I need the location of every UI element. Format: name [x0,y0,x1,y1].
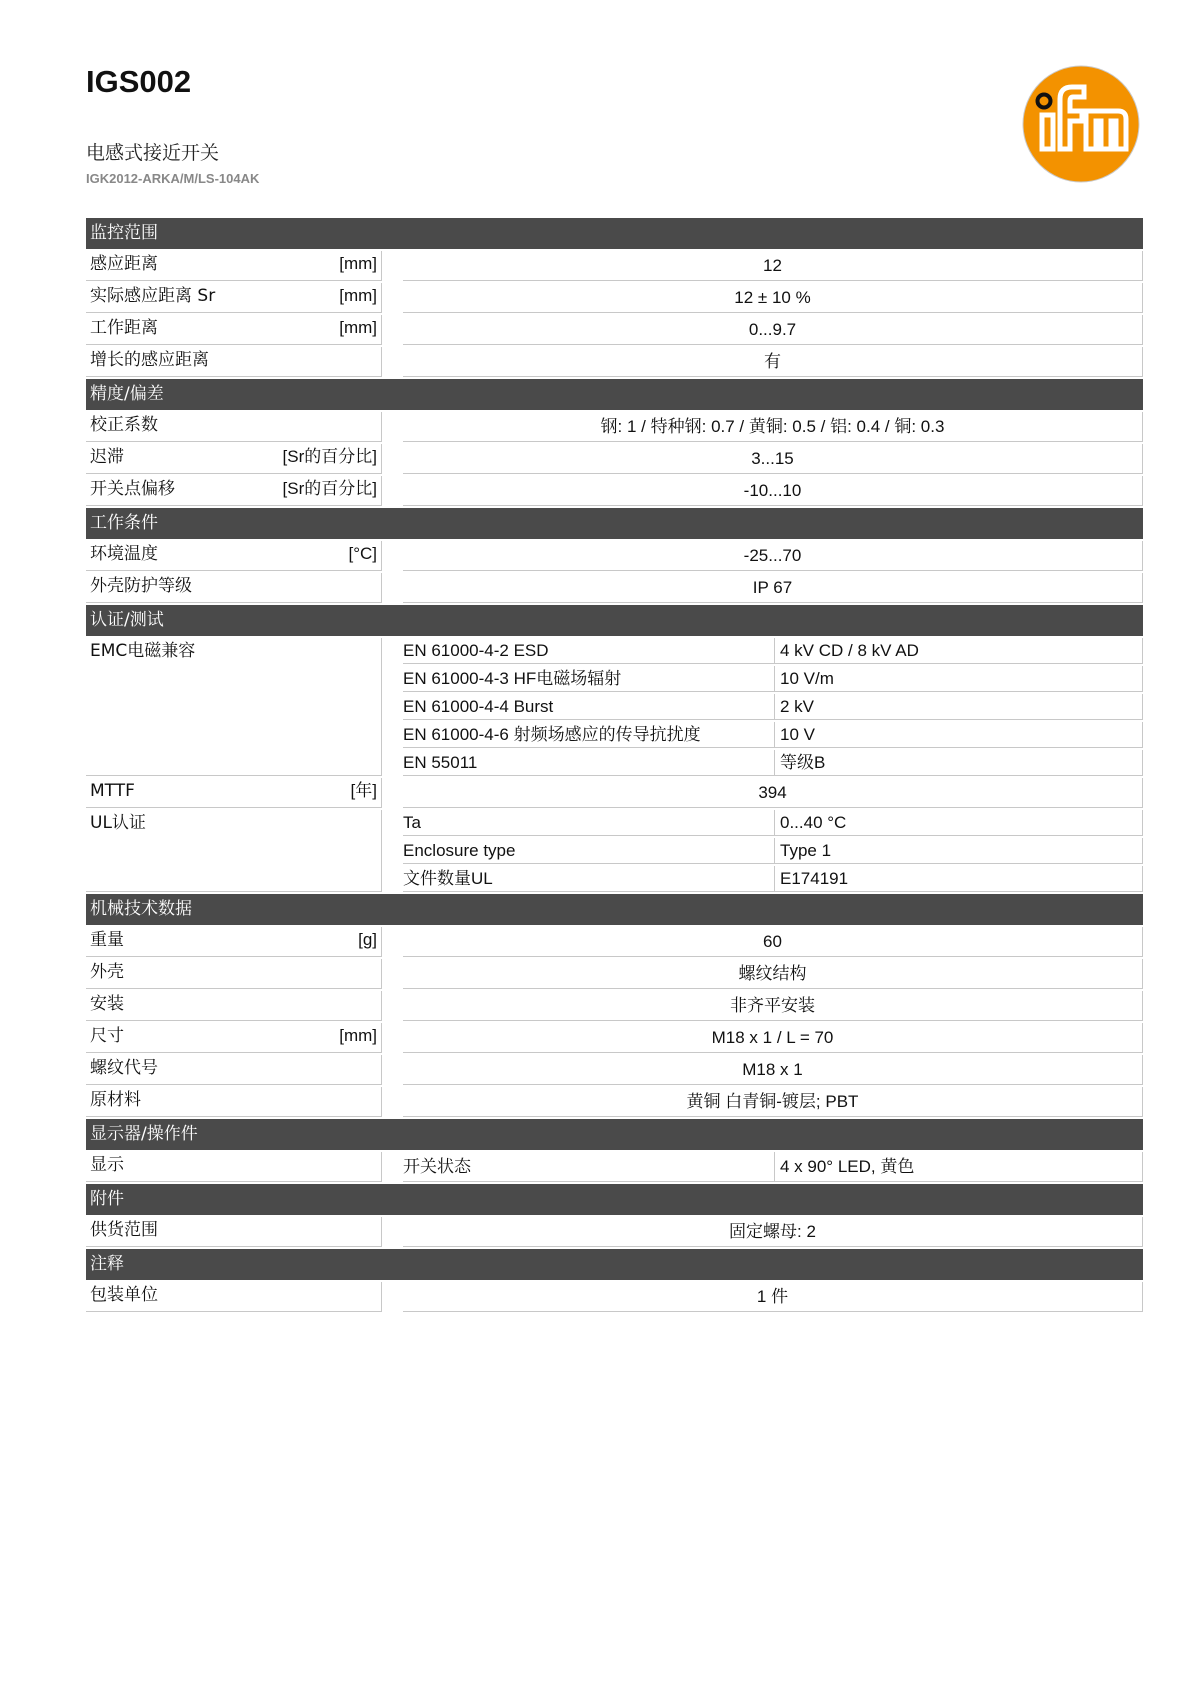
display-value: 4 x 90° LED, 黄色 [774,1152,1143,1182]
spec-label [86,251,382,281]
spec-unit: [°C] [348,544,377,563]
spec-label [86,412,382,442]
display-key: 开关状态 [403,1152,774,1182]
emc-value: 等级B [774,750,1143,776]
spec-value: 黄铜 白青铜-镀层; PBT [403,1087,1143,1117]
section-header-display: 显示器/操作件 [86,1119,1143,1150]
spec-label [86,991,382,1021]
display-subtable [403,1152,1143,1182]
spec-unit: [Sr的百分比] [282,447,377,466]
spec-unit: [g] [358,930,377,949]
spec-label [86,638,382,776]
spec-label [86,959,382,989]
spec-value: 螺纹结构 [403,959,1143,989]
ul-value: 0...40 °C [774,810,1143,836]
spec-row-housing [86,959,1143,989]
spec-unit: [mm] [339,318,377,337]
spec-label [86,283,382,313]
spec-value: 0...9.7 [403,315,1143,345]
spec-label-text: 包装单位 [90,1285,158,1305]
spec-label-text: 开关点偏移 [90,479,175,499]
spec-label-text: EMC电磁兼容 [90,641,196,661]
ul-key: Enclosure type [403,838,774,864]
spec-label [86,573,382,603]
spec-label-text: 螺纹代号 [90,1058,158,1078]
spec-label-text: 供货范围 [90,1220,158,1240]
spec-label [86,778,382,808]
spec-row-emc [86,638,1143,776]
ul-subtable [403,810,1143,892]
spec-row-hysteresis [86,444,1143,474]
emc-value: 2 kV [774,694,1143,720]
emc-item [403,750,1143,776]
emc-item [403,666,1143,692]
spec-row-packaging-unit [86,1282,1143,1312]
section-header-mechanical: 机械技术数据 [86,894,1143,925]
spec-row-sensing-range [86,251,1143,281]
section-header-monitoring: 监控范围 [86,218,1143,249]
ul-item [403,838,1143,864]
spec-label-text: 环境温度 [90,544,158,564]
spec-row-display [86,1152,1143,1182]
spec-label-text: 重量 [90,930,124,950]
spec-row-operating-distance [86,315,1143,345]
spec-row-correction-factors [86,412,1143,442]
section-header-operating-conditions: 工作条件 [86,508,1143,539]
ifm-logo [1022,65,1140,183]
spec-row-thread [86,1055,1143,1085]
spec-label-text: 外壳 [90,962,124,982]
display-item [403,1152,1143,1182]
emc-value: 10 V [774,722,1143,748]
spec-row-switch-point-drift [86,476,1143,506]
spec-value: 钢: 1 / 特种钢: 0.7 / 黄铜: 0.5 / 铝: 0.4 / 铜: 0.3 [403,412,1143,442]
spec-unit: [年] [350,781,377,800]
spec-label [86,810,382,892]
spec-label-text: 感应距离 [90,254,158,274]
spec-row-real-sensing-range [86,283,1143,313]
ul-value: Type 1 [774,838,1143,864]
spec-label-text: 工作距离 [90,318,158,338]
spec-row-weight [86,927,1143,957]
section-header-notes: 注释 [86,1249,1143,1280]
spec-label-text: 迟滞 [90,447,124,467]
emc-standard: EN 61000-4-2 ESD [403,638,774,664]
spec-label [86,1055,382,1085]
spec-value: 12 [403,251,1143,281]
spec-value: 394 [403,778,1143,808]
spec-label [86,1152,382,1182]
product-title: IGS002 [86,64,192,99]
spec-unit: [mm] [339,254,377,273]
ul-item [403,810,1143,836]
spec-value: 12 ± 10 % [403,283,1143,313]
spec-value: M18 x 1 [403,1055,1143,1085]
spec-row-materials [86,1087,1143,1117]
spec-value: 1 件 [403,1282,1143,1312]
spec-label [86,541,382,571]
spec-row-scope-of-delivery [86,1217,1143,1247]
emc-standard: EN 61000-4-4 Burst [403,694,774,720]
section-header-accuracy: 精度/偏差 [86,379,1143,410]
spec-label-text: 安装 [90,994,124,1014]
spec-value: 有 [403,347,1143,377]
emc-subtable [403,638,1143,776]
spec-label-text: 显示 [90,1155,124,1175]
section-header-accessories: 附件 [86,1184,1143,1215]
spec-label [86,1023,382,1053]
spec-unit: [mm] [339,1026,377,1045]
spec-value: M18 x 1 / L = 70 [403,1023,1143,1053]
emc-standard: EN 61000-4-3 HF电磁场辐射 [403,666,774,692]
emc-value: 10 V/m [774,666,1143,692]
spec-value: IP 67 [403,573,1143,603]
spec-unit: [Sr的百分比] [282,479,377,498]
spec-label-text: 校正系数 [90,415,158,435]
spec-row-dimensions [86,1023,1143,1053]
spec-label [86,1282,382,1312]
spec-row-ambient-temperature [86,541,1143,571]
spec-label-text: 实际感应距离 Sr [90,286,216,306]
product-subtitle: 电感式接近开关 [86,142,220,164]
spec-row-protection-rating [86,573,1143,603]
spec-row-ul-approval [86,810,1143,892]
product-code: IGK2012-ARKA/M/LS-104AK [86,171,260,186]
spec-value: -10...10 [403,476,1143,506]
emc-value: 4 kV CD / 8 kV AD [774,638,1143,664]
spec-value: -25...70 [403,541,1143,571]
spec-label [86,1087,382,1117]
ul-value: E174191 [774,866,1143,892]
spec-label-text: 原材料 [90,1090,141,1110]
spec-value: 固定螺母: 2 [403,1217,1143,1247]
spec-label [86,347,382,377]
spec-label [86,1217,382,1247]
ul-item [403,866,1143,892]
spec-value: 60 [403,927,1143,957]
spec-value: 3...15 [403,444,1143,474]
spec-label [86,444,382,474]
emc-item [403,638,1143,664]
spec-unit: [mm] [339,286,377,305]
spec-label-text: MTTF [90,781,135,801]
spec-value: 非齐平安装 [403,991,1143,1021]
spec-label [86,315,382,345]
emc-item [403,694,1143,720]
emc-standard: EN 55011 [403,750,774,776]
spec-label-text: UL认证 [90,813,146,833]
spec-label-text: 尺寸 [90,1026,124,1046]
spec-label-text: 外壳防护等级 [90,576,192,596]
spec-row-mttf [86,778,1143,808]
spec-label [86,476,382,506]
spec-row-increased-sensing-range [86,347,1143,377]
emc-item [403,722,1143,748]
ul-key: Ta [403,810,774,836]
spec-label [86,927,382,957]
ul-key: 文件数量UL [403,866,774,892]
spec-label-text: 增长的感应距离 [90,350,209,370]
section-header-approvals: 认证/测试 [86,605,1143,636]
spec-row-mounting [86,991,1143,1021]
emc-standard: EN 61000-4-6 射频场感应的传导抗扰度 [403,722,774,748]
datasheet [86,218,1143,1314]
